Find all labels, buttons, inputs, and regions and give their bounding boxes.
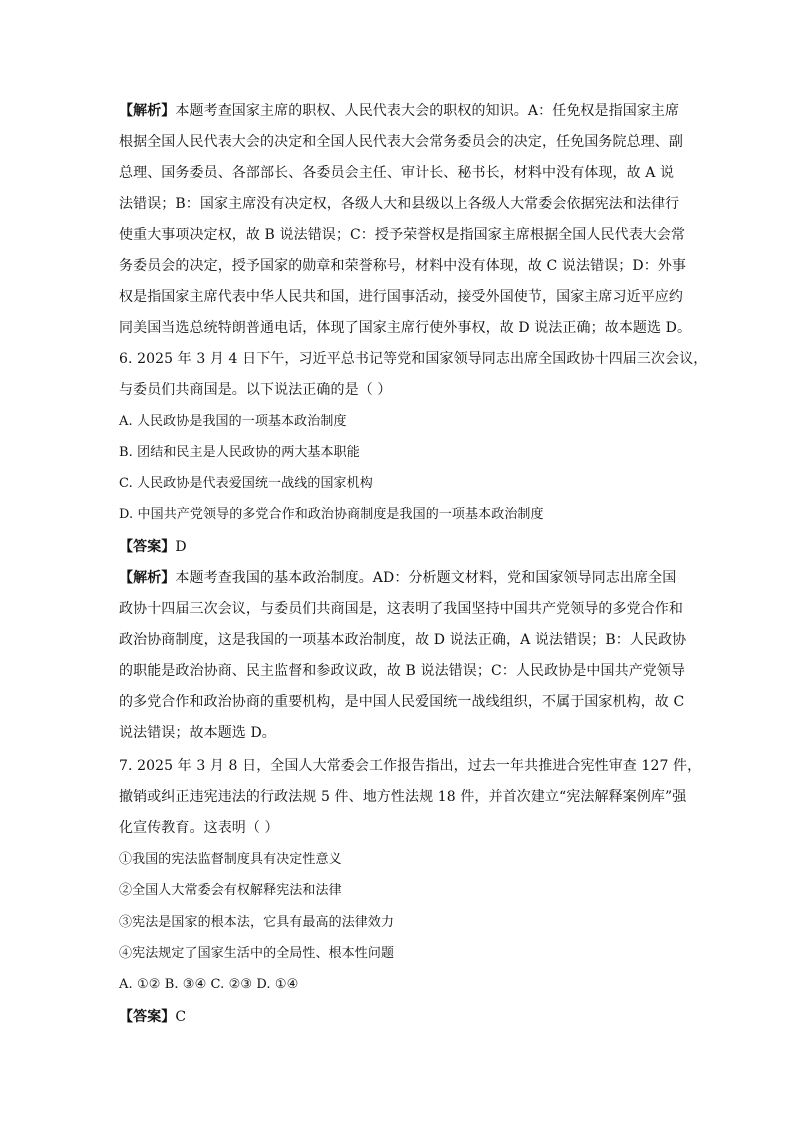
answer-line — [119, 1007, 186, 1027]
analysis-line: 说法错误；故本题选 D。 — [119, 725, 276, 741]
statement-3: ③宪法是国家的根本法，它具有最高的法律效力 — [119, 915, 395, 930]
analysis-tag: 【解析】 — [119, 570, 176, 586]
analysis-tag: 【解析】 — [119, 103, 176, 119]
question-stem: 6. 2025 年 3 月 4 日下午，习近平总书记等党和国家领导同志出席全国政协十四届三次会议， — [119, 351, 708, 367]
analysis-line: 法错误；B：国家主席没有决定权，各级人大和县级以上各级人大常委会依据宪法和法律行 — [119, 196, 680, 212]
statement-4: ④宪法规定了国家生活中的全局性、根本性问题 — [119, 946, 395, 961]
question-stem: 7. 2025 年 3 月 8 日，全国人大常委会工作报告指出，过去一年共推进合宪性审查 127 件， — [119, 758, 702, 774]
question-stem: 化宣传教育。这表明（ ） — [119, 820, 279, 836]
analysis-line: 务委员会的决定，授予国家的勋章和荣誉称号，材料中没有体现，故 C 说法错误；D：外事 — [119, 258, 687, 274]
question-stem: 与委员们共商国是。以下说法正确的是（ ） — [119, 382, 392, 398]
analysis-line: 使重大事项决定权，故 B 说法错误；C：授予荣誉权是指国家主席根据全国人民代表大会常 — [119, 227, 686, 243]
option-b: B. 团结和民主是人民政协的两大基本职能 — [119, 445, 360, 460]
analysis-line: 【解析】本题考查我国的基本政治制度。AD：分析题文材料，党和国家领导同志出席全国 — [119, 570, 677, 586]
answer-line — [119, 537, 187, 557]
analysis-line: 【解析】本题考查国家主席的职权、人民代表大会的职权的知识。A：任免权是指国家主席 — [119, 103, 680, 119]
statement-2: ②全国人大常委会有权解释宪法和法律 — [119, 883, 342, 898]
option-d: D. 中国共产党领导的多党合作和政治协商制度是我国的一项基本政治制度 — [119, 507, 544, 522]
analysis-line: 同美国当选总统特朗普通电话，体现了国家主席行使外事权，故 D 说法正确；故本题选 D。 — [119, 320, 692, 336]
option-a: A. 人民政协是我国的一项基本政治制度 — [119, 414, 347, 429]
answer-tag: 【答案】 — [119, 1009, 176, 1025]
analysis-line: 根据全国人民代表大会的决定和全国人民代表大会常务委员会的决定，任免国务院总理、副 — [119, 134, 683, 150]
analysis-line: 总理、国务委员、各部部长、各委员会主任、审计长、秘书长，材料中没有体现，故 A 说 — [119, 165, 675, 181]
choices-line: A. ①② B. ③④ C. ②③ D. ①④ — [119, 977, 299, 992]
answer-tag: 【答案】 — [119, 539, 176, 555]
option-c: C. 人民政协是代表爱国统一战线的国家机构 — [119, 476, 373, 491]
analysis-line: 的职能是政治协商、民主监督和参政议政，故 B 说法错误；C：人民政协是中国共产党领导 — [119, 663, 686, 679]
question-stem: 撤销或纠正违宪违法的行政法规 5 件、地方性法规 18 件，并首次建立“宪法解释案例库”强 — [119, 789, 687, 805]
analysis-line: 权是指国家主席代表中华人民共和国，进行国事活动，接受外国使节，国家主席习近平应约 — [119, 289, 683, 305]
answer-value: C — [175, 1009, 187, 1025]
analysis-line: 政治协商制度，这是我国的一项基本政治制度，故 D 说法正确，A 说法错误；B：人民政协 — [119, 632, 687, 648]
analysis-line: 的多党合作和政治协商的重要机构，是中国人民爱国统一战线组织，不属于国家机构，故 C — [119, 694, 685, 710]
answer-value: D — [175, 539, 187, 555]
statement-1: ①我国的宪法监督制度具有决定性意义 — [119, 852, 342, 867]
analysis-line: 政协十四届三次会议，与委员们共商国是，这表明了我国坚持中国共产党领导的多党合作和 — [119, 601, 683, 617]
